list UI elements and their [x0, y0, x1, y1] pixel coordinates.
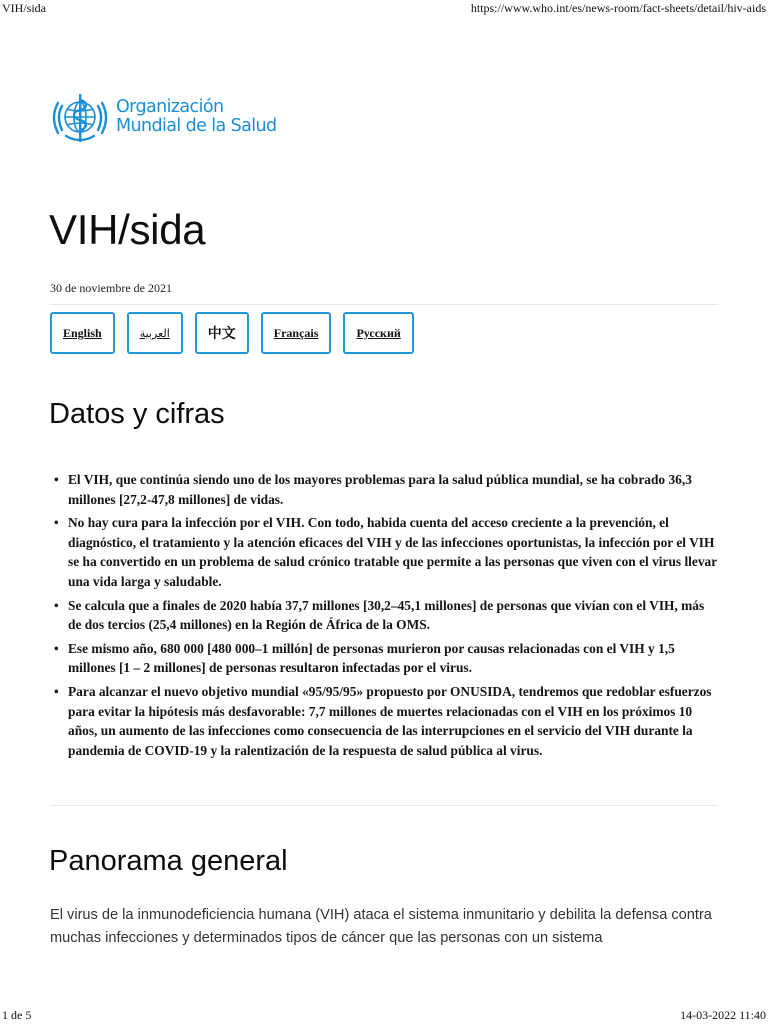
publication-date: 30 de noviembre de 2021 [50, 281, 172, 295]
print-header [0, 0, 768, 18]
logo-text [116, 98, 276, 136]
lang-arabic-button[interactable]: العربية [127, 312, 183, 354]
divider [50, 805, 718, 806]
language-selector [50, 312, 414, 354]
list-item: • Ese mismo año, 680 000 [480 000–1 millón] de personas murieron por causas relacionadas con el VIH y 1,5 millones [1 – 2 millones] de personas resultaron infectadas por el virus. [50, 639, 718, 678]
print-header-title: VIH/sida [2, 1, 46, 15]
page-number: 1 de 5 [2, 1008, 32, 1022]
logo-line-1: Organización [116, 97, 224, 117]
lang-english-button[interactable]: English [50, 312, 115, 354]
list-item: • No hay cura para la infección por el VIH. Con todo, habida cuenta del acceso creciente a la prevención, el diagnóstico, el tratamiento y la atención eficaces del VIH y de las infecciones oportunistas, la infección por el VIH se ha convertido en un problema de salud crónico tratable que permite a las personas que viven con el virus llevar una vida larga y saludable. [50, 513, 718, 591]
print-footer [0, 1008, 768, 1024]
list-item: • El VIH, que continúa siendo uno de los mayores problemas para la salud pública mundial, se ha cobrado 36,3 millones [27,2-47,8 millones] de vidas. [50, 470, 718, 509]
divider [50, 304, 718, 305]
who-emblem-icon [48, 86, 112, 148]
list-item: • Se calcula que a finales de 2020 había 37,7 millones [30,2–45,1 millones] de personas que vivían con el VIH, más de dos tercios (25,4 millones) en la Región de África de la OMS. [50, 596, 718, 635]
logo-line-2: Mundial de la Salud [116, 116, 277, 136]
facts-list [50, 470, 718, 764]
section-title-datos: Datos y cifras [49, 398, 225, 430]
lang-russian-button[interactable]: Русский [343, 312, 413, 354]
print-header-url: https://www.who.int/es/news-room/fact-sheets/detail/hiv-aids [470, 1, 766, 15]
section-title-panorama: Panorama general [49, 845, 288, 877]
lang-french-button[interactable]: Français [261, 312, 332, 354]
who-logo[interactable] [48, 86, 276, 148]
list-item: • Para alcanzar el nuevo objetivo mundial «95/95/95» propuesto por ONUSIDA, tendremos que redoblar esfuerzos para evitar la hipótesis más desfavorable: 7,7 millones de muertes relacionadas con el VIH en los próximos 10 años, un aumento de las infecciones como consecuencia de las interrupciones en el servicio del VIH durante la pandemia de COVID-19 y la ralentización de la respuesta de salud pública al virus. [50, 682, 718, 760]
print-timestamp: 14-03-2022 11:40 [680, 1008, 766, 1022]
lang-chinese-button[interactable]: 中文 [195, 312, 249, 354]
overview-paragraph: El virus de la inmunodeficiencia humana (VIH) ataca el sistema inmunitario y debilita la defensa contra muchas infecciones y determinados tipos de cáncer que las personas con un sistema [50, 907, 712, 946]
page-title: VIH/sida [49, 206, 206, 253]
